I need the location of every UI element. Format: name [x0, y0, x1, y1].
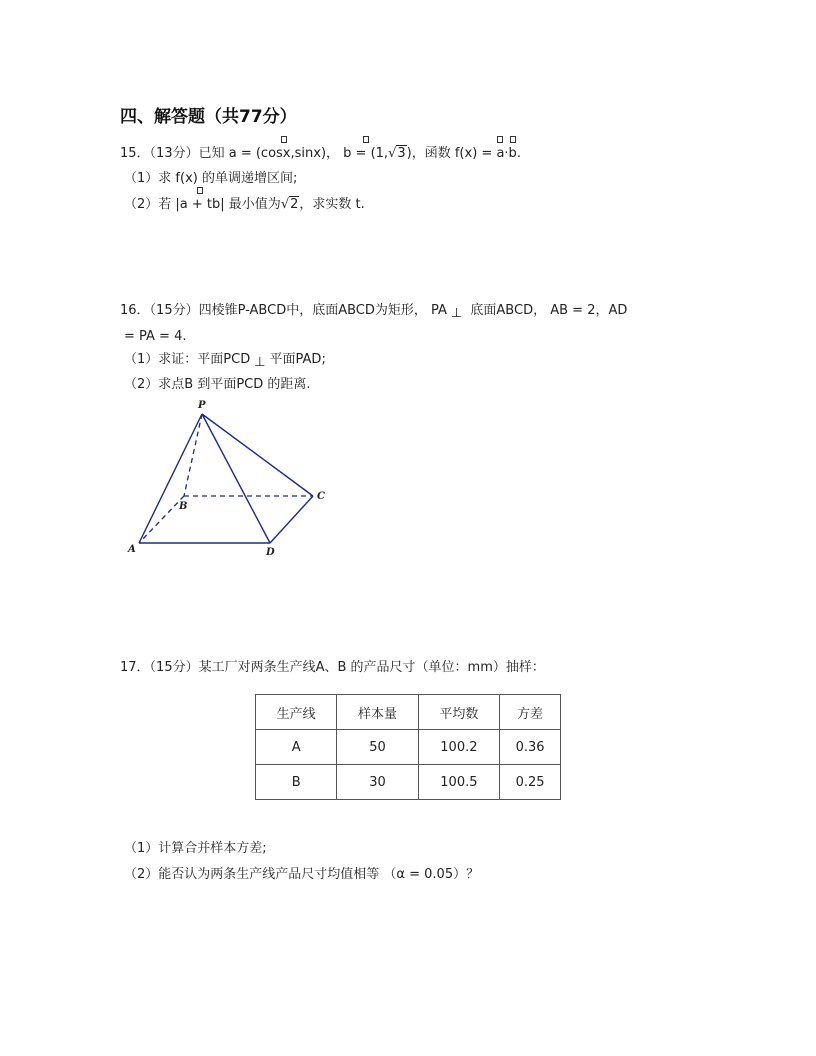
- segment-pa: PA: [431, 303, 447, 318]
- q15-part2-text: ，求实数: [299, 197, 352, 212]
- perp-icon: ⊥: [450, 306, 463, 321]
- q15-part1-label: （1）求: [124, 171, 172, 186]
- table-row: [256, 765, 561, 800]
- table-header: 生产线: [256, 695, 337, 730]
- table-cell: 0.25: [500, 765, 561, 800]
- table-cell: A: [256, 730, 337, 765]
- q15-part2-mid: 最小值为: [228, 197, 281, 212]
- q16-text-b: 底面ABCD，: [470, 303, 547, 318]
- edge-pa: [139, 414, 202, 543]
- pyramid-figure: [120, 396, 340, 566]
- q15-number: 15．（13分）已知: [120, 146, 225, 161]
- q16-lengths: AB = 2，AD: [550, 303, 628, 318]
- sample-table: [255, 694, 561, 800]
- vector-b: b: [508, 146, 517, 161]
- alpha-condition: （α = 0.05）: [383, 867, 467, 882]
- q16-part1-text: 平面PAD;: [269, 352, 326, 367]
- vector-b-definition-start: b = (1,: [343, 146, 389, 161]
- table-cell: 30: [337, 765, 418, 800]
- q17-part1: （1）计算合并样本方差;: [124, 841, 267, 856]
- table-header-row: [256, 695, 561, 730]
- q16-text: 16．（15分）四棱锥P-ABCD中，底面ABCD为矩形，: [120, 303, 427, 318]
- sqrt-icon: √3: [388, 146, 406, 161]
- table-cell: B: [256, 765, 337, 800]
- q15-part1-text: 的单调递增区间;: [201, 171, 298, 186]
- q15-part2-label: （2）若: [124, 197, 172, 212]
- vector-b-definition-end: )，函数: [406, 146, 451, 161]
- edge-pd: [202, 414, 270, 543]
- q15-part1-fx: f(x): [175, 171, 198, 186]
- edge-pc: [202, 414, 313, 496]
- abs-expression: |a + tb|: [175, 197, 225, 212]
- dot-operator: ·: [504, 146, 509, 161]
- edge-ab-hidden: [139, 496, 184, 543]
- edge-pb-hidden: [184, 414, 202, 496]
- vector-a-definition: a = (cosx,sinx)，: [228, 146, 340, 161]
- vertex-label-d: D: [266, 547, 275, 558]
- q16-part2: （2）求点B 到平面PCD 的距离.: [124, 377, 311, 392]
- edge-dc: [270, 496, 313, 543]
- q15-line1: [120, 145, 521, 163]
- perp-icon: ⊥: [254, 355, 266, 370]
- q16-part1: [124, 351, 326, 369]
- q15-part1: [124, 170, 297, 188]
- table-header: 平均数: [418, 695, 499, 730]
- variable-t: t.: [355, 197, 365, 212]
- vertex-label-p: P: [198, 400, 206, 411]
- q17-part2-text: （2）能否认为两条生产线产品尺寸均值相等: [124, 867, 380, 882]
- q15-part2: [124, 196, 365, 214]
- table-cell: 100.2: [418, 730, 499, 765]
- q17-line1: 17．（15分）某工厂对两条生产线A、B 的产品尺寸（单位：mm）抽样：: [120, 660, 545, 675]
- section-title: 四、解答题（共77分）: [120, 107, 297, 127]
- period: .: [516, 146, 521, 161]
- vertex-label-c: C: [317, 491, 325, 502]
- sqrt-icon: √2: [280, 197, 299, 212]
- vector-a: a: [496, 146, 505, 161]
- function-definition: f(x) =: [454, 146, 497, 161]
- q17-part2: [124, 866, 479, 884]
- table-header: 样本量: [337, 695, 418, 730]
- table-cell: 0.36: [500, 730, 561, 765]
- table-cell: 100.5: [418, 765, 499, 800]
- vertex-label-b: B: [179, 501, 188, 512]
- q16-part1-label: （1）求证：平面PCD: [124, 352, 251, 367]
- table-row: [256, 730, 561, 765]
- question-mark: ？: [466, 867, 480, 882]
- q16-line2: = PA = 4.: [124, 329, 187, 344]
- q16-line1: [120, 302, 627, 320]
- table-cell: 50: [337, 730, 418, 765]
- table-header: 方差: [500, 695, 561, 730]
- vertex-label-a: A: [128, 544, 136, 555]
